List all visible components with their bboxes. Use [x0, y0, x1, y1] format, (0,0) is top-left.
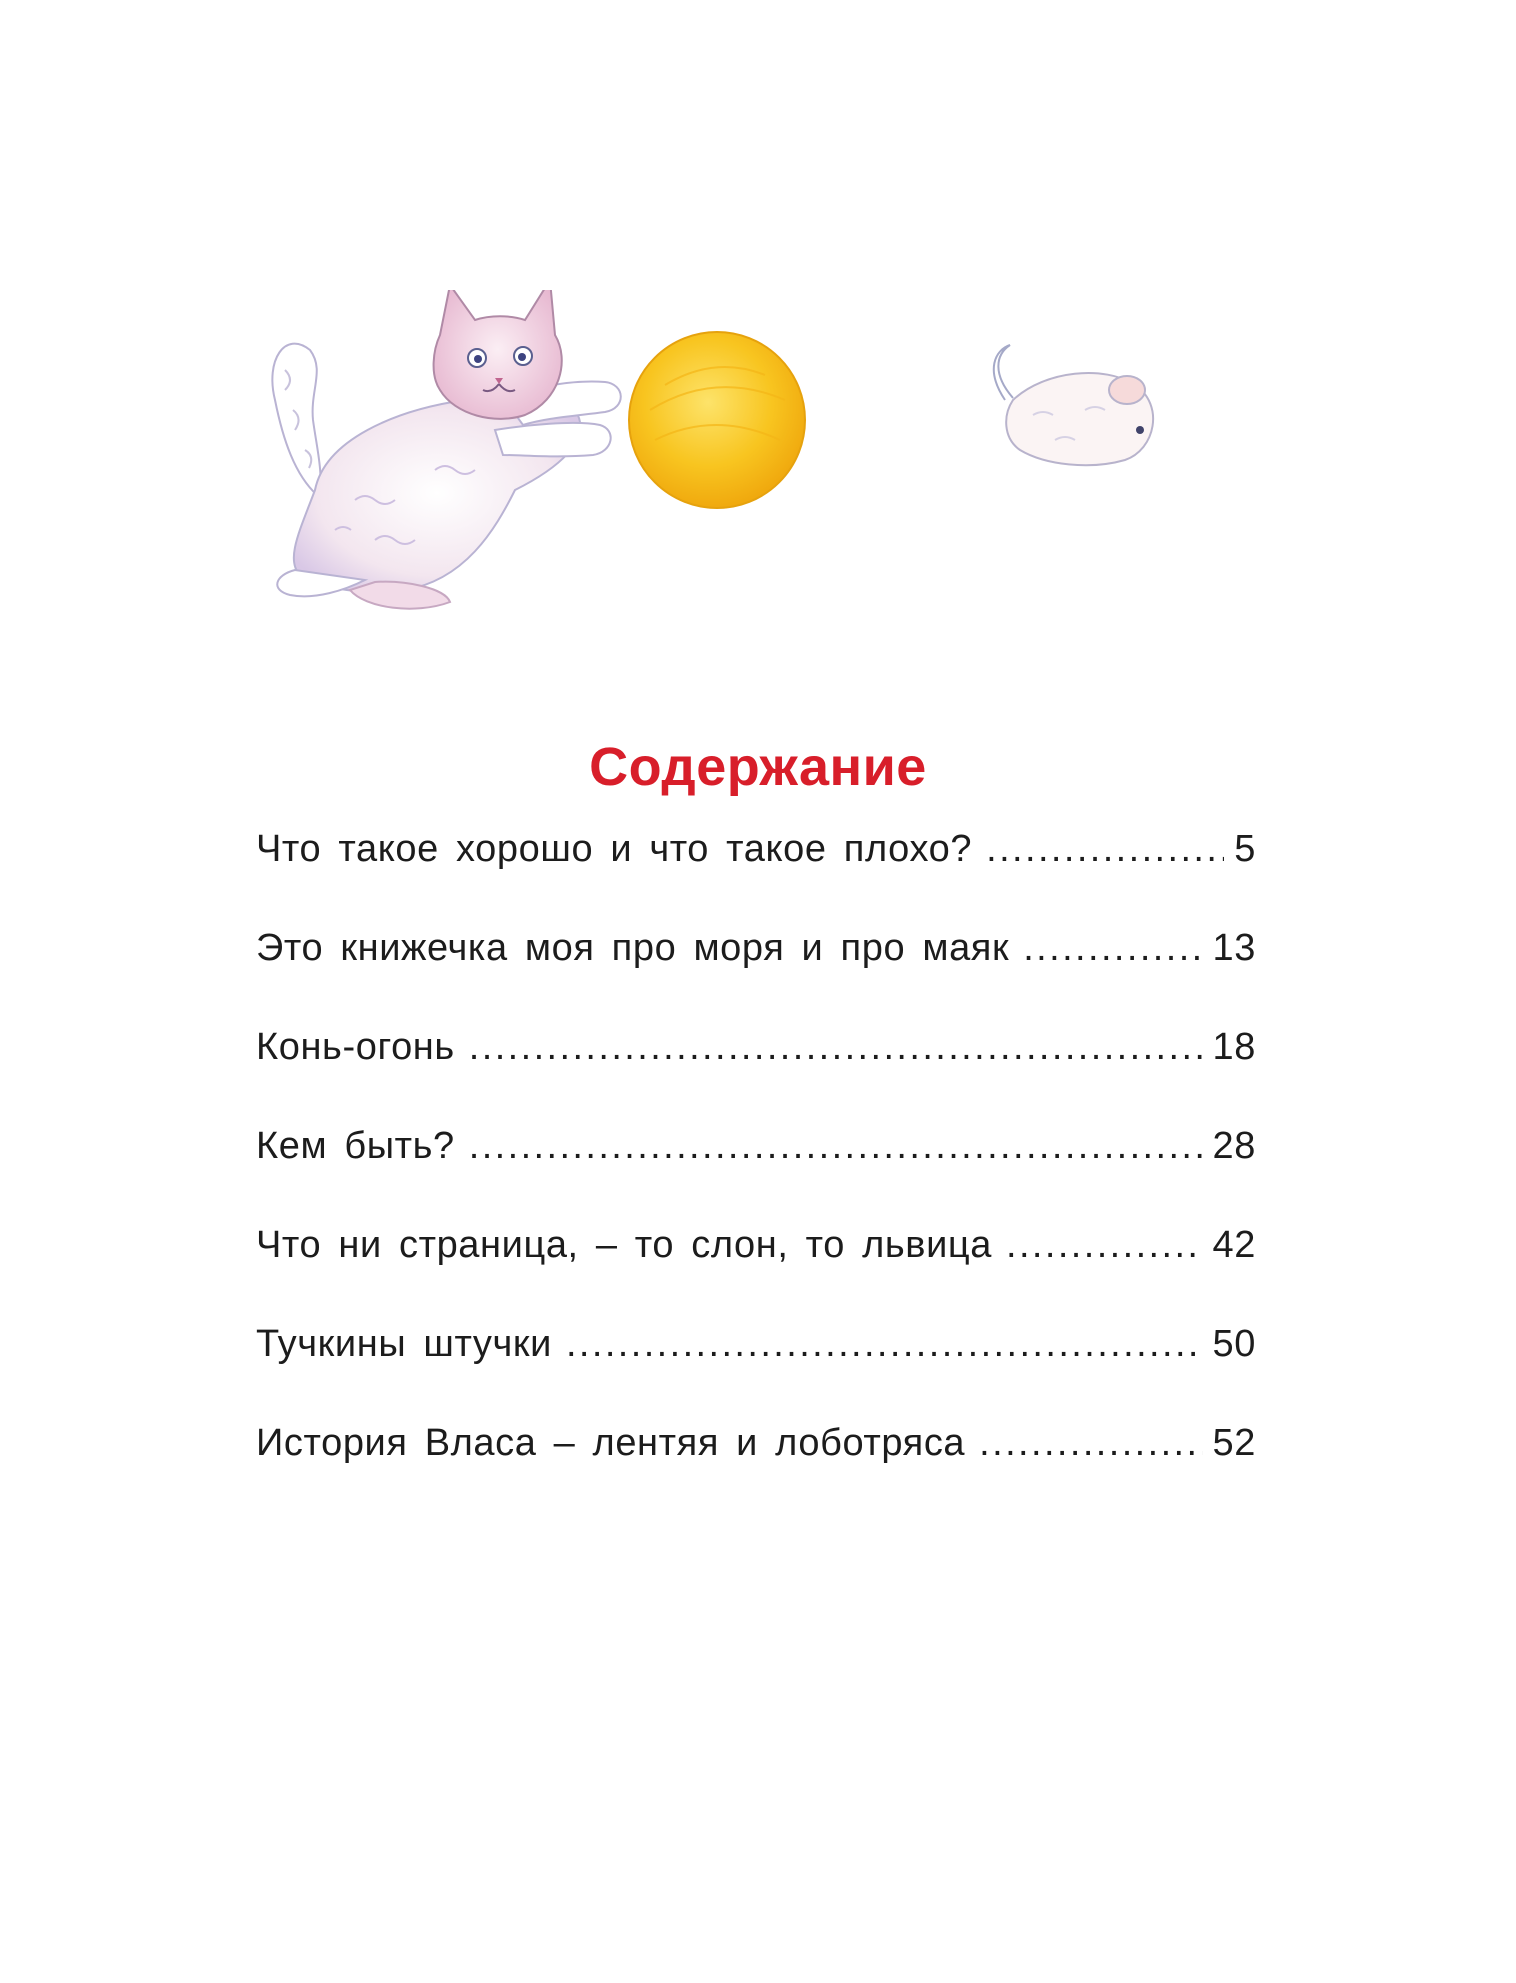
toc-title: Содержание [589, 737, 927, 798]
toc-page-number: 28 [1212, 1125, 1256, 1167]
dot-leader [1006, 1224, 1203, 1267]
toc-entry[interactable] [256, 927, 1256, 1026]
dot-leader [1023, 927, 1202, 970]
dot-leader [979, 1422, 1202, 1465]
toc-entry[interactable] [256, 1224, 1256, 1323]
toc-entry[interactable] [256, 1422, 1256, 1521]
toc-page-number: 13 [1212, 927, 1256, 969]
dot-leader [469, 1125, 1203, 1168]
toc-entry-title: Кем быть? [256, 1125, 455, 1167]
toc-entry-title: Что такое хорошо и что такое плохо? [256, 828, 973, 870]
toc-page-number: 50 [1212, 1323, 1256, 1365]
toc-page-number: 42 [1212, 1224, 1256, 1266]
toc-entry[interactable] [256, 1323, 1256, 1422]
toc-page-number: 5 [1234, 828, 1256, 870]
toc-page-number: 18 [1212, 1026, 1256, 1068]
yarn-ball-icon [629, 332, 805, 508]
toc-entry[interactable] [256, 1125, 1256, 1224]
dot-leader [986, 828, 1224, 871]
toc-page-number: 52 [1212, 1422, 1256, 1464]
toc-list [256, 828, 1256, 1521]
toc-entry-title: История Власа – лентяя и лоботряса [256, 1422, 966, 1464]
toc-entry-title: Конь-огонь [256, 1026, 455, 1068]
dot-leader [469, 1026, 1203, 1069]
toc-entry-title: Это книжечка моя про моря и про маяк [256, 927, 1010, 969]
toc-entry-title: Тучкины штучки [256, 1323, 552, 1365]
cat-icon [272, 290, 620, 609]
toc-entry[interactable] [256, 828, 1256, 927]
toc-entry-title: Что ни страница, – то слон, то львица [256, 1224, 993, 1266]
mouse-icon [994, 345, 1153, 465]
dot-leader [566, 1323, 1203, 1366]
toc-entry[interactable] [256, 1026, 1256, 1125]
cat-ball-mouse-illustration [255, 290, 1155, 630]
